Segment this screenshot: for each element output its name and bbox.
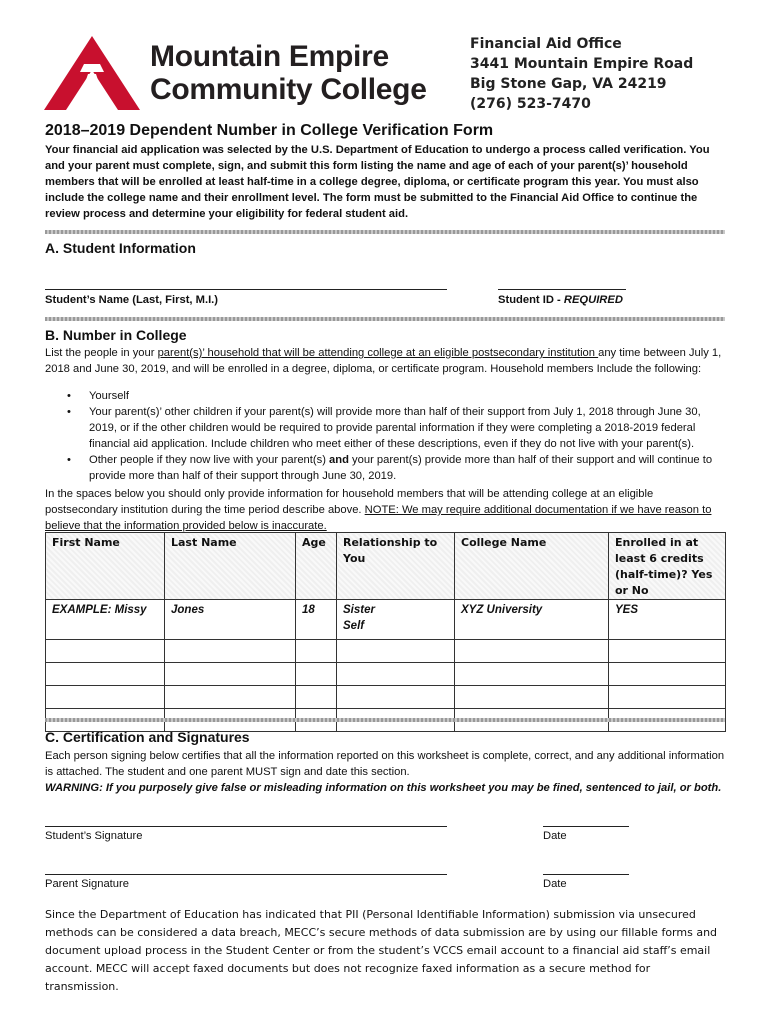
address-line2: Big Stone Gap, VA 24219 bbox=[470, 76, 667, 92]
example-relationship bbox=[337, 600, 455, 640]
mountain-logo-icon bbox=[44, 34, 140, 112]
para-text: In the spaces below you should only provide information for household members that will be attending college at an eligible postsecondary institution during the time period describe above. bbox=[45, 488, 654, 516]
table-cell[interactable] bbox=[609, 663, 726, 686]
table-cell[interactable] bbox=[296, 686, 337, 709]
student-name-line[interactable] bbox=[45, 289, 447, 290]
example-age: 18 bbox=[296, 600, 337, 640]
table-cell[interactable] bbox=[609, 640, 726, 663]
section-divider bbox=[45, 718, 725, 722]
example-enrolled: YES bbox=[609, 600, 726, 640]
office-phone: (276) 523-7470 bbox=[470, 96, 591, 112]
list-item-text: Other people if they now live with your parent(s) bbox=[89, 454, 330, 466]
table-cell[interactable] bbox=[165, 686, 296, 709]
section-divider bbox=[45, 317, 725, 321]
list-item-text: Your parent(s)’ other children if your parent(s) will provide more than half of their support from July 1, 2018 through June 30, 2019, or if the other children would be required to provide parental information if they were completing a 2018-2019 federal financial aid application. Include children who meet either of these descriptions, even if they do not live with your parent(s). bbox=[89, 406, 701, 450]
list-item-text: Yourself bbox=[89, 390, 130, 402]
household-members-list bbox=[45, 388, 725, 484]
parent-signature-line[interactable] bbox=[45, 874, 447, 875]
student-id-line[interactable] bbox=[498, 289, 626, 290]
table-cell[interactable] bbox=[455, 640, 609, 663]
table-cell[interactable] bbox=[46, 663, 165, 686]
relationship-self: Self bbox=[343, 620, 365, 632]
para-text: any time between July 1, 2018 and June 30, 2019, and will be enrolled in a degree, diploma, or certificate program. Household members Include the following: bbox=[45, 347, 722, 375]
instructions-paragraph bbox=[45, 486, 725, 534]
column-header: Age bbox=[296, 533, 337, 600]
list-item: • Other people if they now live with your parent(s) and your parent(s) provide more than half of their support and will continue to provide more than half of their support through June 30, 2019. bbox=[67, 454, 713, 482]
pii-security-note: Since the Department of Education has indicated that PII (Personal Identifiable Information) submission via unsecured methods can be considered a data breach, MECC’s secure methods of data submission are by using our fillable forms and document upload process in the Student Center or from the student’s VCCS email account to a financial aid staff’s email account. MECC will accept faxed documents but does not recognize faxed information as a secure method for transmission. bbox=[45, 908, 718, 993]
table-example-row bbox=[46, 600, 726, 640]
section-divider bbox=[45, 230, 725, 234]
example-last-name: Jones bbox=[165, 600, 296, 640]
certification-text: Each person signing below certifies that all the information reported on this worksheet is complete, correct, and any additional information is attached. The student and one parent MUST sign and date this section. bbox=[45, 750, 725, 778]
table-cell[interactable] bbox=[337, 640, 455, 663]
list-item: • Yourself bbox=[67, 390, 130, 402]
table-row bbox=[46, 663, 726, 686]
form-title: 2018–2019 Dependent Number in College Verification Form bbox=[45, 122, 494, 139]
student-date-line[interactable] bbox=[543, 826, 629, 827]
college-name bbox=[150, 40, 427, 106]
student-signature-label: Student’s Signature bbox=[45, 830, 143, 842]
table-cell[interactable] bbox=[455, 686, 609, 709]
table-cell[interactable] bbox=[455, 663, 609, 686]
parent-signature-label: Parent Signature bbox=[45, 878, 129, 890]
parent-date-label: Date bbox=[543, 878, 567, 890]
office-address bbox=[470, 34, 693, 114]
table-cell[interactable] bbox=[165, 640, 296, 663]
student-date-label: Date bbox=[543, 830, 567, 842]
table-row bbox=[46, 640, 726, 663]
table-cell[interactable] bbox=[609, 686, 726, 709]
college-name-line1: Mountain Empire bbox=[150, 40, 389, 73]
column-header: First Name bbox=[46, 533, 165, 600]
section-b-heading: B. Number in College bbox=[45, 327, 187, 343]
table-cell[interactable] bbox=[165, 663, 296, 686]
intro-paragraph: Your financial aid application was selected by the U.S. Department of Education to undergo a process called verification. You and your parent must complete, sign, and submit this form listing the name and age of each of your parent(s)’ household members that will be enrolled at least half-time in a college degree, diploma, or certificate program this year. You must also include the college name and their enrollment level. The form must be submitted to the Financial Aid Office to continue the review process and determine your eligibility for federal student aid. bbox=[45, 144, 710, 220]
table-cell[interactable] bbox=[296, 640, 337, 663]
section-c-heading: C. Certification and Signatures bbox=[45, 729, 250, 745]
column-header: Enrolled in at least 6 credits (half-time)? Yes or No bbox=[609, 533, 726, 600]
column-header: College Name bbox=[455, 533, 609, 600]
relationship-sister: Sister bbox=[343, 604, 375, 616]
warning-text: WARNING: If you purposely give false or misleading information on this worksheet you may be fined, sentenced to jail, or both. bbox=[45, 782, 722, 794]
student-id-text: Student ID - bbox=[498, 294, 564, 306]
table-cell[interactable] bbox=[46, 640, 165, 663]
office-name: Financial Aid Office bbox=[470, 36, 622, 52]
list-item: • Your parent(s)’ other children if your parent(s) will provide more than half of their support from July 1, 2018 through June 30, 2019, or if the other children would be required to provide parental information if they were completing a 2018-2019 federal financial aid application. Include children who meet either of these descriptions, even if they do not live with your parent(s). bbox=[67, 406, 701, 450]
column-header: Relationship to You bbox=[337, 533, 455, 600]
example-college: XYZ University bbox=[455, 600, 609, 640]
table-cell[interactable] bbox=[337, 663, 455, 686]
college-logo bbox=[44, 34, 140, 112]
student-id-label bbox=[498, 294, 623, 306]
para-note: NOTE: We may require additional documentation if we have reason to believe that the information provided below is inaccurate. bbox=[45, 504, 712, 532]
table-row bbox=[46, 686, 726, 709]
list-item-text-bold: and bbox=[329, 454, 349, 466]
student-name-label: Student’s Name (Last, First, M.I.) bbox=[45, 294, 219, 306]
parent-date-line[interactable] bbox=[543, 874, 629, 875]
table-cell[interactable] bbox=[337, 686, 455, 709]
table-cell[interactable] bbox=[46, 686, 165, 709]
example-first-name: EXAMPLE: Missy bbox=[46, 600, 165, 640]
table-cell[interactable] bbox=[296, 663, 337, 686]
para-text: List the people in your bbox=[45, 347, 158, 359]
student-signature-line[interactable] bbox=[45, 826, 447, 827]
college-name-line2: Community College bbox=[150, 73, 427, 106]
household-table bbox=[45, 532, 726, 732]
address-line1: 3441 Mountain Empire Road bbox=[470, 56, 694, 72]
table-header-row bbox=[46, 533, 726, 600]
para-underlined: parent(s)’ household that will be attending college at an eligible postsecondary institution bbox=[157, 347, 599, 359]
column-header: Last Name bbox=[165, 533, 296, 600]
student-id-required: REQUIRED bbox=[563, 294, 623, 306]
list-item-text: your parent(s) provide more than half of their support and will continue to provide more than half of their support through June 30, 2019. bbox=[89, 454, 713, 482]
section-a-heading: A. Student Information bbox=[45, 240, 196, 256]
section-b-paragraph bbox=[45, 345, 725, 377]
